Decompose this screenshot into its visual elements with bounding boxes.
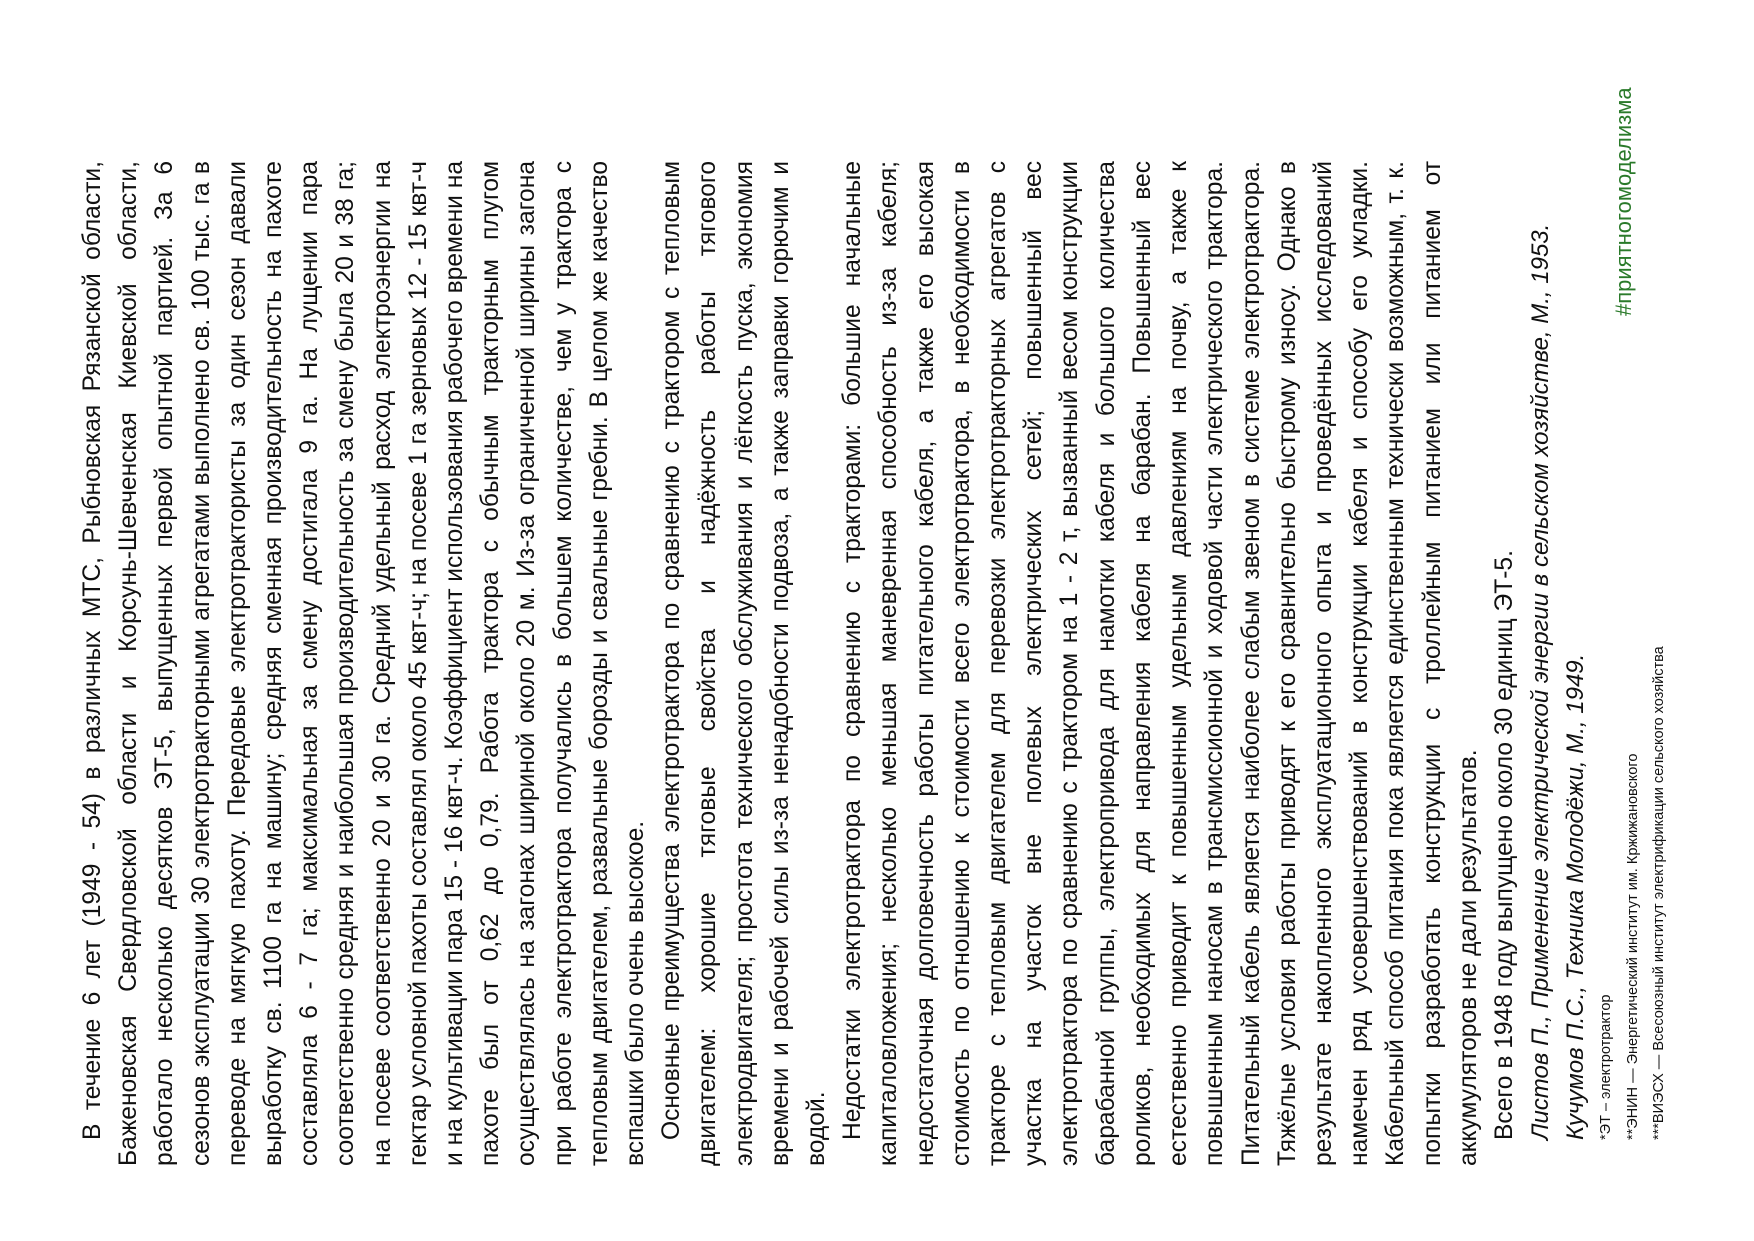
document-body <box>75 161 1673 1166</box>
footnote-et: *ЭТ – электротрактор <box>1598 994 1615 1140</box>
paragraph-disadvantages: Недостатки электротрактора по сравнению с тракторами: большие начальные капиталовложения; несколько меньшая маневренная способность из-за кабеля; недостаточная долговечность работы питательного кабеля, а также его высокая стоимость по отношению к стоимости всего электротрактора, в необходимости в тракторе с тепловым двигателем для перевозки электротракторных агрегатов с участка на участок вне полевых электрических сетей; повышенный вес электротрактора по сравнению с трактором на 1 - 2 т, вызванный весом конструкции барабанной группы, электропривода для намотки кабеля и большого количества роликов, необходимых для направления кабеля на барабан. Повышенный вес естественно приводит к повышенным удельным давлениям на почву, а также к повышенным наносам в трансмиссионной и ходовой части электрического трактора. Питательный кабель является наиболее слабым звеном в системе электротрактора. Тяжёлые условия работы приводят к его сравнительно быстрому износу. Однако в результате накопленного эксплуатационного опыта и проведённых исследований намечен ряд усовершенствований в конструкции кабеля и способу его укладки. Кабельный способ питания пока является единственным технически возможным, т. к. попытки разработать конструкции с троллейным питанием или питанием от аккумуляторов не дали результатов. <box>839 161 1482 1166</box>
footnote-enin: **ЭНИН — Энергетический институт им. Кржижановского <box>1624 753 1641 1140</box>
paragraph-history: В течение 6 лет (1949 - 54) в различных МТС, Рыбновская Рязанской области, Баженовская Свердловской области и Корсунь-Шевченская Киевской области, работало несколько десятков ЭТ-5, выпущенных первой опытной партией. За 6 сезонов эксплуатации 30 электротракторными агрегатами выполнено св. 100 тыс. га в переводе на мягкую пахоту. Передовые электротрактористы за один сезон давали выработку св. 1100 га на машину; средняя сменная производительность на пахоте составляла 6 - 7 га; максимальная за смену достигала 9 га. На лущении пара соответственно средняя и наибольшая производительность за смену была 20 и 38 га; на посеве соответственно 20 и 30 га. Средний удельный расход электроэнергии на гектар условной пахоты составлял около 45 квт-ч; на посеве 1 га зерновых 12 - 15 квт-ч и на культивации пара 15 - 16 квт-ч. Коэффициент использования рабочего времени на пахоте был от 0,62 до 0,79. Работа трактора с обычным тракторным плугом осуществлялась на загонах шириной около 20 м. Из-за ограниченной ширины загона при работе электротрактора получались в большем количестве, чем у трактора с тепловым двигателем, развальные борозды и свальные гребни. В целом же качество вспашки было очень высокое. <box>79 160 650 1166</box>
paragraph-advantages: Основные преимущества электротрактора по сравнению с трактором с тепловым двигателем: хорошие тяговые свойства и надёжность работы тягового электродвигателя; простота технического обслуживания и лёгкость пуска, экономия времени и рабочей силы из-за ненадобности подвоза, а также заправки горючим и водой. <box>658 161 831 1166</box>
footnote-viesh: ***ВИЭСХ — Всесоюзный институт электрификации сельского хозяйства <box>1651 646 1668 1140</box>
total-produced: Всего в 1948 году выпущено около 30 единиц ЭТ-5. <box>1490 550 1518 1140</box>
reference-listov: Листов П., Применение электрической энергии в сельском хозяйстве, М., 1953. <box>1527 223 1555 1140</box>
hashtag: #приятногомоделизма <box>1611 87 1636 316</box>
reference-kuchumov: Кучумов П.С., Техника Молодёжи, М., 1949. <box>1562 653 1590 1140</box>
